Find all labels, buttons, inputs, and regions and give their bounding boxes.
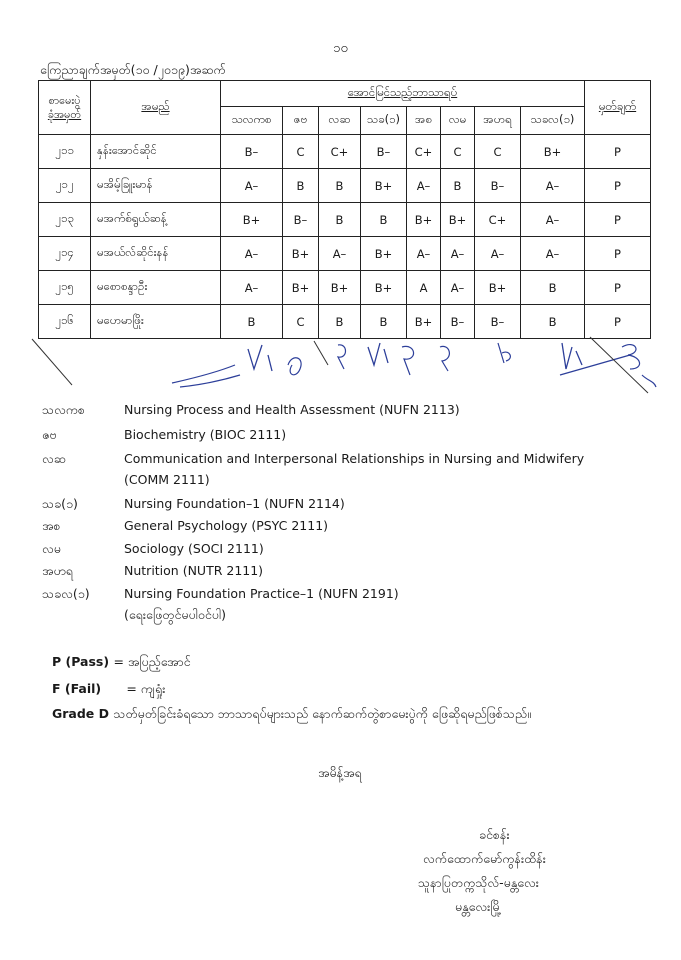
roll-cell: ၂၁၆ [39, 305, 91, 339]
results-table [38, 80, 651, 339]
fail-value: = ကျရှုံး [126, 681, 166, 696]
grade-cell: A– [407, 169, 441, 203]
legend-abbr: အဟရ [42, 563, 73, 578]
grade-d-note [52, 706, 531, 725]
grade-cell: B+ [441, 203, 475, 237]
table-row [39, 271, 651, 305]
signatory-institution: သူနာပြုတက္ကသိုလ်-မန္တလေး [418, 875, 539, 890]
legend-abbr: အစ [42, 518, 61, 533]
legend-full: Nursing Foundation–1 (NUFN 2114) [124, 496, 345, 511]
grade-cell: B [361, 305, 407, 339]
roll-number-header-line1: စာမေးပွဲ [48, 93, 81, 107]
name-cell: မအိမ့်ခြူးမာန် [91, 169, 221, 203]
roll-number-header-line2: ခုံအမှတ် [47, 107, 82, 121]
grade-cell: A– [221, 271, 283, 305]
name-header [91, 81, 221, 135]
table-row [39, 305, 651, 339]
name-header-label: အမည် [141, 99, 170, 113]
signature-scribble [498, 343, 510, 363]
grade-cell: B [283, 169, 319, 203]
grade-cell: A– [521, 203, 585, 237]
legend-full: Communication and Interpersonal Relationships in Nursing and Midwifery [124, 451, 585, 466]
grade-cell: C+ [475, 203, 521, 237]
legend-abbr: လမ [42, 541, 61, 556]
signature-scribble [440, 346, 449, 371]
grade-cell: B– [361, 135, 407, 169]
legend-abbr: သခ(၁) [42, 496, 78, 511]
grade-cell: B [441, 169, 475, 203]
grade-cell: B+ [319, 271, 361, 305]
table-row [39, 169, 651, 203]
grade-cell: C+ [319, 135, 361, 169]
legend-abbr: လဆ [42, 451, 66, 466]
table-row [39, 135, 651, 169]
remarks-header-label: မှတ်ချက် [598, 99, 637, 113]
legend-full: Sociology (SOCI 2111) [124, 541, 264, 556]
roll-cell: ၂၁၂ [39, 169, 91, 203]
grade-cell: B+ [407, 203, 441, 237]
fail-label: F (Fail) [52, 681, 102, 696]
remark-cell: P [585, 237, 651, 271]
grade-cell: B+ [221, 203, 283, 237]
grade-cell: B– [221, 135, 283, 169]
remark-cell: P [585, 135, 651, 169]
name-cell: မဟေမာဖြိုး [91, 305, 221, 339]
roll-cell: ၂၁၅ [39, 271, 91, 305]
roll-number-header [39, 81, 91, 135]
grade-cell: B– [441, 305, 475, 339]
grade-cell: A– [475, 237, 521, 271]
grade-cell: B+ [361, 271, 407, 305]
remark-cell: P [585, 271, 651, 305]
name-cell: မစောစန္ဒာဦး [91, 271, 221, 305]
subject-header: လမ [441, 107, 475, 135]
grade-cell: C [441, 135, 475, 169]
grade-cell: B [319, 203, 361, 237]
grade-cell: B [521, 271, 585, 305]
grade-cell: B– [283, 203, 319, 237]
grade-cell: A– [221, 237, 283, 271]
roll-cell: ၂၁၁ [39, 135, 91, 169]
salutation: အမိန့်အရ [318, 765, 362, 780]
grade-cell: A– [441, 237, 475, 271]
signatory-name: ခင်စန်း [479, 827, 510, 842]
subject-header: အဟရ [475, 107, 521, 135]
legend-full: General Psychology (PSYC 2111) [124, 518, 329, 533]
signature-scribble [338, 345, 346, 369]
legend-full: Nursing Foundation Practice–1 (NUFN 2191) [124, 586, 399, 601]
signature-scribble [172, 365, 240, 387]
grade-cell: A [407, 271, 441, 305]
grade-cell: B+ [361, 169, 407, 203]
signature-scribble [560, 343, 630, 375]
grade-cell: C+ [407, 135, 441, 169]
subject-header: သခလ(၁) [521, 107, 585, 135]
name-cell: နှန်းအောင်ဆိုင် [91, 135, 221, 169]
legend-abbr: သလကစ [42, 402, 86, 417]
grade-cell: B+ [407, 305, 441, 339]
subject-header: အစ [407, 107, 441, 135]
subject-header: သခ(၁) [361, 107, 407, 135]
legend-full-continued: (COMM 2111) [124, 472, 210, 487]
grade-cell: B [221, 305, 283, 339]
grade-cell: C [283, 135, 319, 169]
remark-cell: P [585, 169, 651, 203]
roll-cell: ၂၁၃ [39, 203, 91, 237]
grade-cell: A– [407, 237, 441, 271]
signature-scribble [402, 346, 414, 375]
pass-label: P (Pass) [52, 654, 110, 669]
legend-full-continued: (ရေးဖြေတွင်မပါဝင်ပါ) [124, 607, 226, 622]
pass-note [52, 654, 191, 673]
fail-note [52, 681, 165, 700]
subjects-group-header [221, 81, 585, 107]
remark-cell: P [585, 305, 651, 339]
subject-header: သလကစ [221, 107, 283, 135]
grade-cell: B– [475, 169, 521, 203]
grade-d-text: သတ်မှတ်ခြင်းခံရသော ဘာသာရပ်များသည် နောက်ဆက်တွဲစာမေးပွဲကို ဖြေဆိုရမည်ဖြစ်သည်။ [113, 706, 531, 721]
grade-cell: B+ [283, 237, 319, 271]
table-row [39, 203, 651, 237]
legend-full: Nursing Process and Health Assessment (NUFN 2113) [124, 402, 460, 417]
remark-cell: P [585, 203, 651, 237]
grade-d-label: Grade D [52, 706, 110, 721]
legend-abbr: ဇဗ [42, 427, 57, 442]
signature-scribble [368, 343, 388, 365]
grade-cell: A– [441, 271, 475, 305]
subjects-group-label: အောင်မြင်သည့်ဘာသာရပ် [347, 85, 458, 99]
handwritten-signatures [30, 335, 670, 395]
grade-cell: B+ [283, 271, 319, 305]
signatory-title: လက်ထောက်မော်ကွန်းထိန်း [423, 851, 546, 866]
grade-cell: C [283, 305, 319, 339]
remarks-header [585, 81, 651, 135]
roll-cell: ၂၁၄ [39, 237, 91, 271]
signature-scribble [248, 345, 272, 371]
grade-cell: A– [521, 169, 585, 203]
grade-cell: B [521, 305, 585, 339]
grade-cell: B– [475, 305, 521, 339]
page-number: ၁၀ [333, 41, 348, 56]
name-cell: မအက်စ်ရွယ်ဆန့် [91, 203, 221, 237]
grade-cell: B [319, 169, 361, 203]
grade-cell: B+ [361, 237, 407, 271]
grade-cell: B+ [475, 271, 521, 305]
signature-scribble [622, 345, 656, 387]
grade-cell: B [319, 305, 361, 339]
signature-scribble [288, 358, 301, 375]
signatory-city: မန္တလေးမြို့ [455, 899, 502, 914]
legend-full: Nutrition (NUTR 2111) [124, 563, 264, 578]
name-cell: မအယ်လ်ဆိုင်းနန် [91, 237, 221, 271]
table-caption: ကြေညာချက်အမှတ်(၁၀ /၂၀၁၉)အဆက် [40, 62, 226, 77]
grade-cell: B [361, 203, 407, 237]
legend-full: Biochemistry (BIOC 2111) [124, 427, 287, 442]
subject-header: ဇဗ [283, 107, 319, 135]
grade-cell: A– [521, 237, 585, 271]
grade-cell: B+ [521, 135, 585, 169]
strike-line [32, 339, 72, 385]
grade-cell: A– [319, 237, 361, 271]
grade-cell: A– [221, 169, 283, 203]
strike-line [314, 341, 328, 365]
grade-cell: C [475, 135, 521, 169]
legend-abbr: သခလ(၁) [42, 586, 90, 601]
subject-header: လဆ [319, 107, 361, 135]
table-row [39, 237, 651, 271]
pass-value: = အပြည့်အောင် [113, 654, 191, 669]
